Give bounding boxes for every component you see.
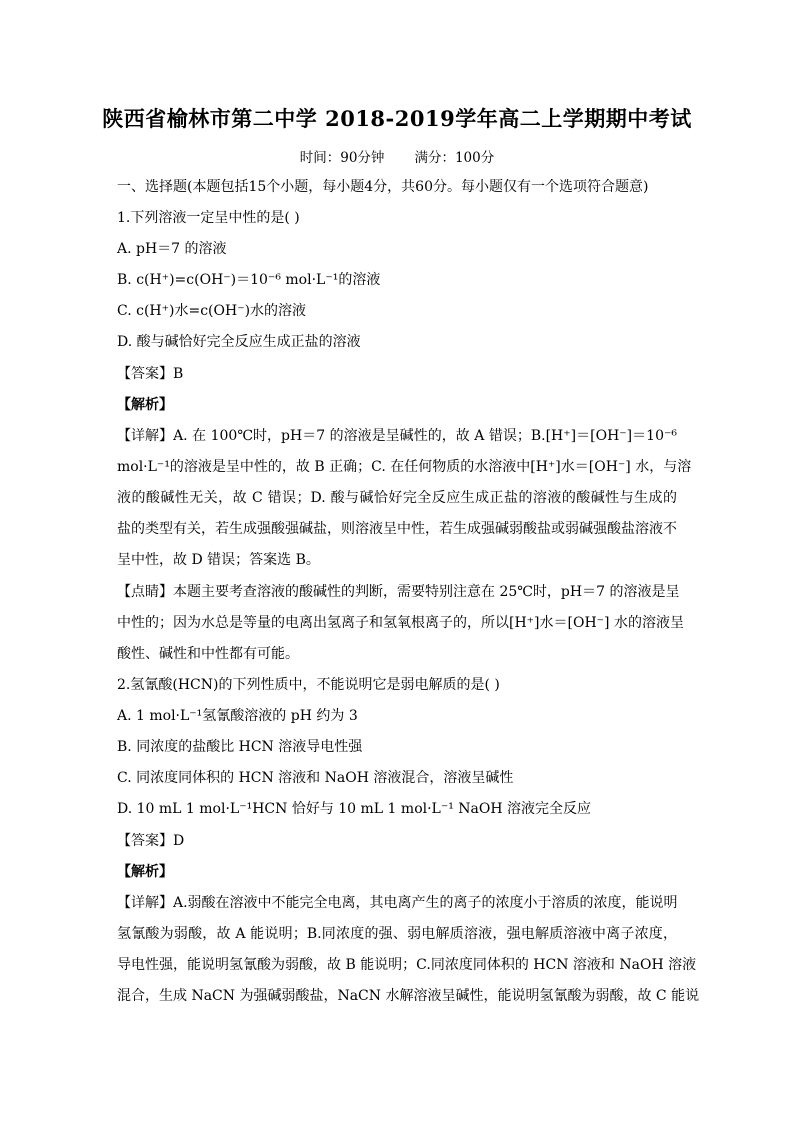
question-2-option-b: B. 同浓度的盐酸比 HCN 溶液导电性强 xyxy=(117,739,363,755)
question-2-option-d: D. 10 mL 1 mol·L⁻¹HCN 恰好与 10 mL 1 mol·L⁻¹ NaOH 溶液完全反应 xyxy=(117,801,592,817)
question-1-option-c: C. c(H⁺)水=c(OH⁻)水的溶液 xyxy=(117,303,307,319)
question-1-comment-line: 中性的；因为水总是等量的电离出氢离子和氢氧根离子的，所以[H⁺]水＝[OH⁻] 水的溶液呈 xyxy=(117,615,684,631)
question-2-detail-line: 导电性强，能说明氢氰酸为弱酸，故 B 能说明；C.同浓度同体积的 HCN 溶液和 NaOH 溶液 xyxy=(117,957,697,973)
question-2-analysis-label: 【解析】 xyxy=(117,864,173,880)
question-1-option-d: D. 酸与碱恰好完全反应生成正盐的溶液 xyxy=(117,334,361,350)
section-heading: 一、选择题(本题包括15个小题，每小题4分，共60分。每小题仅有一个选项符合题意) xyxy=(117,179,649,195)
question-1-analysis-label: 【解析】 xyxy=(117,397,173,413)
question-1-answer: 【答案】B xyxy=(117,366,184,382)
question-2-option-c: C. 同浓度同体积的 HCN 溶液和 NaOH 溶液混合，溶液呈碱性 xyxy=(117,770,514,786)
question-1-option-a: A. pH＝7 的溶液 xyxy=(117,241,227,257)
question-1-detail-line: 液的酸碱性无关，故 C 错误；D. 酸与碱恰好完全反应生成正盐的溶液的酸碱性与生成的 xyxy=(117,490,677,506)
question-1-option-b: B. c(H⁺)=c(OH⁻)＝10⁻⁶ mol·L⁻¹的溶液 xyxy=(117,272,381,288)
question-1-comment-line: 酸性、碱性和中性都有可能。 xyxy=(117,646,299,662)
question-1-detail-line: 【详解】A. 在 100℃时，pH＝7 的溶液是呈碱性的，故 A 错误；B.[H⁺]＝[OH⁻]＝10⁻⁶ xyxy=(117,428,677,444)
question-2-answer: 【答案】D xyxy=(117,833,185,849)
question-2-detail-line: 混合，生成 NaCN 为强碱弱酸盐，NaCN 水解溶液呈碱性，能说明氢氰酸为弱酸，故 C 能说 xyxy=(117,988,700,1004)
question-1-detail-line: 呈中性，故 D 错误；答案选 B。 xyxy=(117,552,320,568)
question-2-stem: 2.氢氰酸(HCN)的下列性质中，不能说明它是弱电解质的是( ) xyxy=(117,677,500,693)
question-1-detail-line: 盐的类型有关，若生成强酸强碱盐，则溶液呈中性，若生成强碱弱酸盐或弱碱强酸盐溶液不 xyxy=(117,521,677,537)
question-1-detail-line: mol·L⁻¹的溶液是呈中性的，故 B 正确；C. 在任何物质的水溶液中[H⁺]水＝[OH⁻] 水，与溶 xyxy=(117,459,692,475)
page-title: 陕西省榆林市第二中学 2018-2019学年高二上学期期中考试 xyxy=(102,106,692,131)
question-2-option-a: A. 1 mol·L⁻¹氢氰酸溶液的 pH 约为 3 xyxy=(117,708,358,724)
question-1-stem: 1.下列溶液一定呈中性的是( ) xyxy=(117,210,300,226)
question-2-detail-line: 【详解】A.弱酸在溶液中不能完全电离，其电离产生的离子的浓度小于溶质的浓度，能说明 xyxy=(117,895,678,911)
exam-info: 时间：90分钟 满分：100分 xyxy=(299,150,495,166)
question-1-comment-line: 【点睛】本题主要考查溶液的酸碱性的判断，需要特别注意在 25℃时，pH＝7 的溶液是呈 xyxy=(117,584,680,600)
question-2-detail-line: 氢氰酸为弱酸，故 A 能说明；B.同浓度的强、弱电解质溶液，强电解质溶液中离子浓度， xyxy=(117,926,677,942)
